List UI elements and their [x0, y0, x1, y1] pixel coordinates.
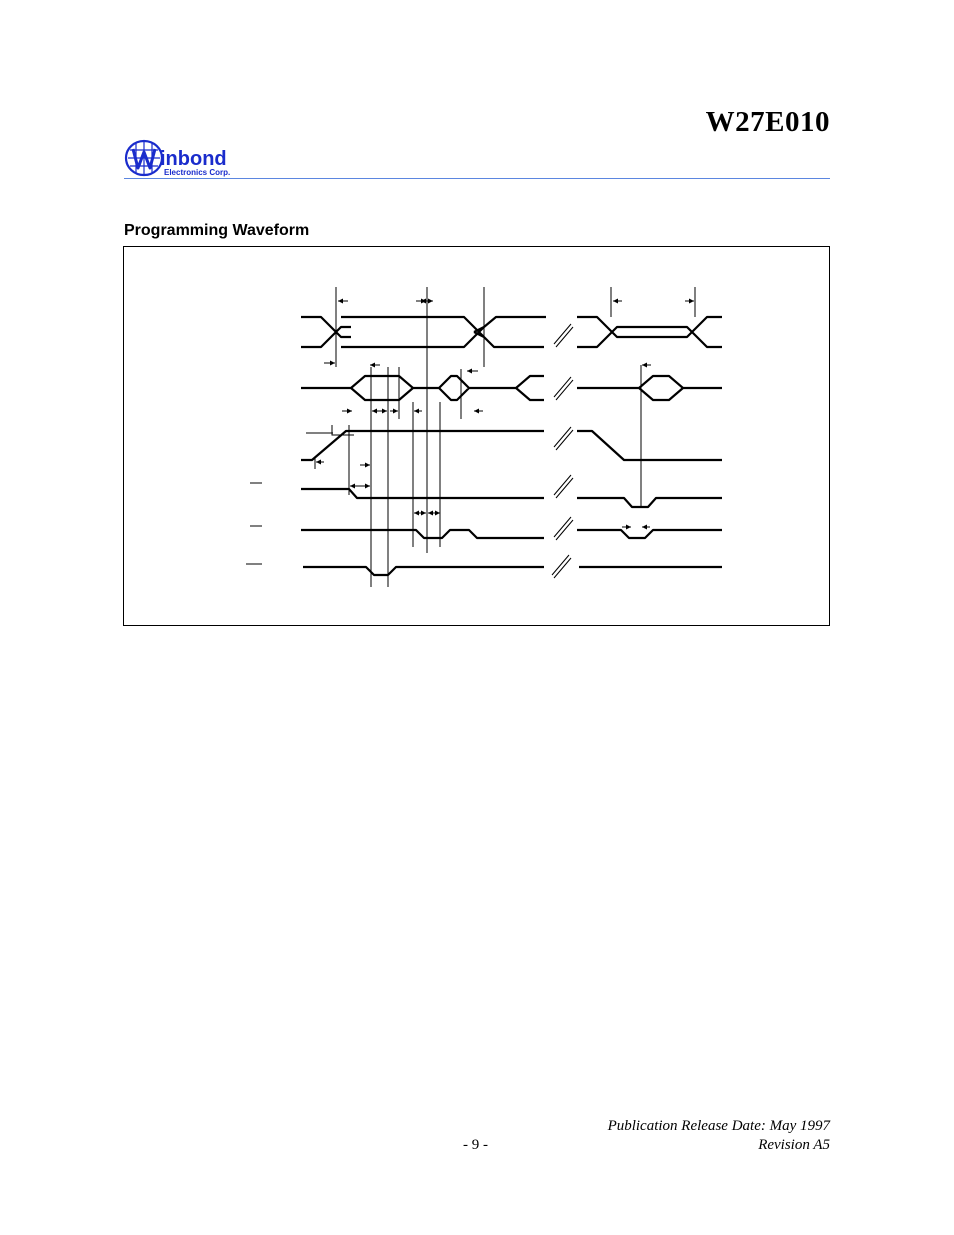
- data-waveform-right: [577, 376, 722, 400]
- winbond-globe-logo-icon: [126, 141, 162, 175]
- revision-label: Revision A5: [758, 1137, 830, 1153]
- timing-reference-lines: [306, 287, 695, 587]
- vpp-waveform: [301, 431, 722, 460]
- pgm-waveform: [303, 567, 722, 575]
- page-number: - 9 -: [463, 1137, 488, 1153]
- signal-traces: [301, 317, 722, 575]
- header-divider: [124, 178, 830, 179]
- signal-label-overbars: [246, 483, 262, 564]
- ce-waveform: [301, 489, 722, 507]
- logo-brand-text: inbond: [160, 148, 227, 170]
- section-title: Programming Waveform: [124, 222, 310, 239]
- logo-subtitle-text: Electronics Corp.: [164, 168, 231, 177]
- timing-diagram: [124, 247, 831, 627]
- timing-arrows: [316, 301, 694, 527]
- data-waveform-left: [301, 376, 544, 400]
- signal-break-icon: [552, 324, 573, 578]
- address-waveform-mid: [341, 317, 546, 347]
- publication-release-date: Publication Release Date: May 1997: [607, 1118, 830, 1134]
- programming-waveform-figure: [123, 246, 830, 626]
- address-waveform-right: [577, 317, 722, 347]
- winbond-logo: [124, 138, 254, 178]
- oe-waveform: [301, 530, 722, 538]
- address-waveform-left: [301, 317, 351, 347]
- part-number: W27E010: [705, 106, 830, 138]
